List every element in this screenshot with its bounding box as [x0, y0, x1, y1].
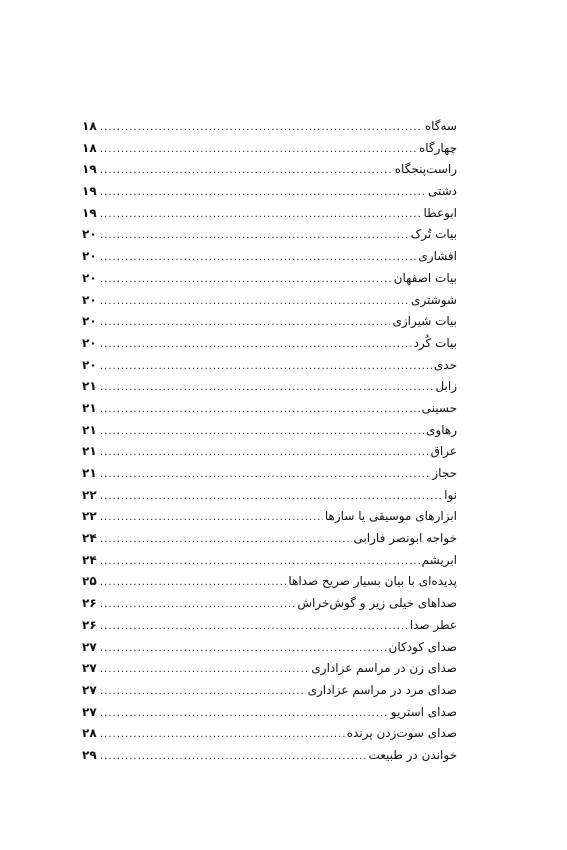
toc-dot-leader [100, 703, 389, 725]
toc-entry-page-number: ۲۷ [82, 661, 97, 676]
toc-dot-leader [100, 529, 351, 551]
toc-entry [82, 224, 457, 246]
toc-entry-page-number: ۲۲ [82, 509, 97, 524]
toc-dot-leader [100, 269, 392, 291]
toc-entry [82, 571, 457, 593]
toc-entry-page-number: ۲۲ [82, 487, 97, 502]
toc-entry [82, 355, 457, 377]
toc-entry-title: رهاوی [426, 422, 457, 437]
toc-entry-page-number: ۲۰ [82, 314, 97, 329]
toc-entry [82, 702, 457, 724]
toc-entry [82, 723, 457, 745]
toc-dot-leader [100, 746, 366, 768]
toc-entry-title: بیات شیرازی [392, 314, 457, 329]
toc-entry-title: ابزارهای موسیقی یا سازها [324, 509, 457, 524]
toc-entry [82, 593, 457, 615]
toc-entry [82, 550, 457, 572]
toc-entry-page-number: ۲۱ [82, 379, 97, 394]
toc-entry-title: حدی [433, 357, 457, 372]
toc-entry-title: عراق [430, 444, 457, 459]
toc-dot-leader [100, 724, 345, 746]
toc-entry-page-number: ۲۱ [82, 400, 97, 415]
toc-entry-page-number: ۲۷ [82, 639, 97, 654]
toc-entry-title: صدای زن در مراسم عزاداری [311, 661, 457, 676]
toc-entry-title: صدای مرد در مراسم عزاداری [307, 682, 457, 697]
toc-entry-title: ابوعطا [423, 205, 457, 220]
toc-dot-leader [100, 594, 295, 616]
toc-entry-title: بیات کُرد [413, 335, 457, 350]
toc-entry [82, 311, 457, 333]
toc-entry-page-number: ۱۸ [82, 119, 97, 133]
toc-dot-leader [100, 507, 323, 529]
toc-entry-page-number: ۲۵ [82, 574, 97, 589]
toc-entry [82, 615, 457, 637]
toc-entry-title: خواجه ابونصر فارابی [353, 531, 457, 546]
toc-entry-title: چهارگاه [418, 140, 457, 155]
toc-entry [82, 398, 457, 420]
toc-entry-title: بیات تُرک [410, 227, 457, 242]
toc-dot-leader [100, 638, 387, 660]
toc-entry-page-number: ۲۱ [82, 444, 97, 459]
toc-entry-page-number: ۲۰ [82, 249, 97, 264]
toc-entry-title: بیات اصفهان [393, 270, 457, 285]
toc-dot-leader [100, 551, 420, 573]
toc-entry [82, 376, 457, 398]
toc-entry-title: حسینی [421, 400, 457, 415]
toc-entry-title: صداهای خیلی زیر و گوش‌خراش [297, 596, 457, 611]
toc-entry-title: صدای کودکان [388, 639, 457, 654]
toc-entry-page-number: ۲۰ [82, 227, 97, 242]
toc-entry [82, 463, 457, 485]
toc-entry-title: صدای استریو [390, 704, 457, 719]
toc-entry-title: ابریشم [421, 552, 457, 567]
toc-entry [82, 441, 457, 463]
toc-dot-leader [100, 399, 420, 421]
toc-entry-title: عطر صدا [409, 617, 457, 632]
toc-entry [82, 485, 457, 507]
toc-dot-leader [100, 182, 426, 204]
toc-dot-leader [100, 421, 424, 443]
toc-dot-leader [100, 225, 409, 247]
toc-entry [82, 138, 457, 160]
toc-entry-title: سه‌گاه [424, 119, 457, 133]
toc-entry-page-number: ۲۱ [82, 422, 97, 437]
toc-entry-page-number: ۲۰ [82, 292, 97, 307]
toc-dot-leader [100, 139, 417, 161]
toc-entry-title: شوشتری [411, 292, 457, 307]
toc-entry [82, 159, 457, 181]
toc-entry [82, 680, 457, 702]
toc-entry-page-number: ۲۰ [82, 357, 97, 372]
toc-entry-page-number: ۲۰ [82, 270, 97, 285]
toc-entry-page-number: ۲۱ [82, 466, 97, 480]
toc-entry [82, 745, 457, 767]
toc-dot-leader [100, 616, 408, 638]
toc-entry-title: زابل [435, 379, 457, 394]
toc-entry-title: دشتی [427, 184, 457, 199]
toc-entry [82, 268, 457, 290]
toc-dot-leader [100, 659, 309, 681]
toc-dot-leader [100, 442, 429, 464]
toc-entry-page-number: ۲۰ [82, 335, 97, 350]
toc-entry [82, 181, 457, 203]
toc-dot-leader [100, 356, 432, 378]
toc-entry [82, 528, 457, 550]
toc-entry-page-number: ۲۶ [82, 617, 97, 632]
toc-entry-page-number: ۱۹ [82, 162, 97, 177]
toc-entry [82, 420, 457, 442]
toc-dot-leader [100, 377, 433, 399]
toc-entry-page-number: ۲۴ [82, 531, 97, 546]
toc-entry-page-number: ۲۸ [82, 726, 97, 741]
toc-entry-page-number: ۱۸ [82, 140, 97, 155]
toc-dot-leader [100, 291, 409, 313]
toc-entry [82, 506, 457, 528]
toc-dot-leader [100, 247, 416, 269]
toc-entry [82, 658, 457, 680]
toc-entry-title: افشاری [418, 249, 457, 264]
toc-entry-title: خواندن در طبیعت [368, 747, 457, 762]
toc-dot-leader [100, 464, 430, 486]
toc-entry [82, 290, 457, 312]
table-of-contents [82, 116, 457, 767]
toc-entry [82, 637, 457, 659]
toc-entry [82, 116, 457, 138]
toc-entry-title: راست‌پنجگاه [394, 162, 457, 177]
toc-dot-leader [100, 334, 412, 356]
toc-entry-title: پدیده‌ای با بیان بسیار صریح صداها [288, 574, 457, 589]
toc-dot-leader [100, 117, 423, 139]
toc-entry [82, 246, 457, 268]
toc-dot-leader [100, 160, 393, 182]
toc-dot-leader [100, 486, 442, 508]
toc-entry-page-number: ۲۹ [82, 747, 97, 762]
toc-entry-title: نوا [444, 487, 457, 502]
toc-entry-title: حجاز [432, 466, 457, 480]
toc-dot-leader [100, 681, 306, 703]
toc-entry-page-number: ۱۹ [82, 184, 97, 199]
toc-entry-page-number: ۲۷ [82, 682, 97, 697]
toc-entry-page-number: ۲۷ [82, 704, 97, 719]
toc-entry-title: صدای سوت‌زدن پرنده [346, 726, 457, 741]
toc-entry [82, 333, 457, 355]
toc-dot-leader [100, 572, 286, 594]
toc-entry [82, 203, 457, 225]
toc-entry-page-number: ۲۶ [82, 596, 97, 611]
toc-entry-page-number: ۱۹ [82, 205, 97, 220]
toc-dot-leader [100, 312, 390, 334]
toc-entry-page-number: ۲۴ [82, 552, 97, 567]
toc-dot-leader [100, 204, 421, 226]
